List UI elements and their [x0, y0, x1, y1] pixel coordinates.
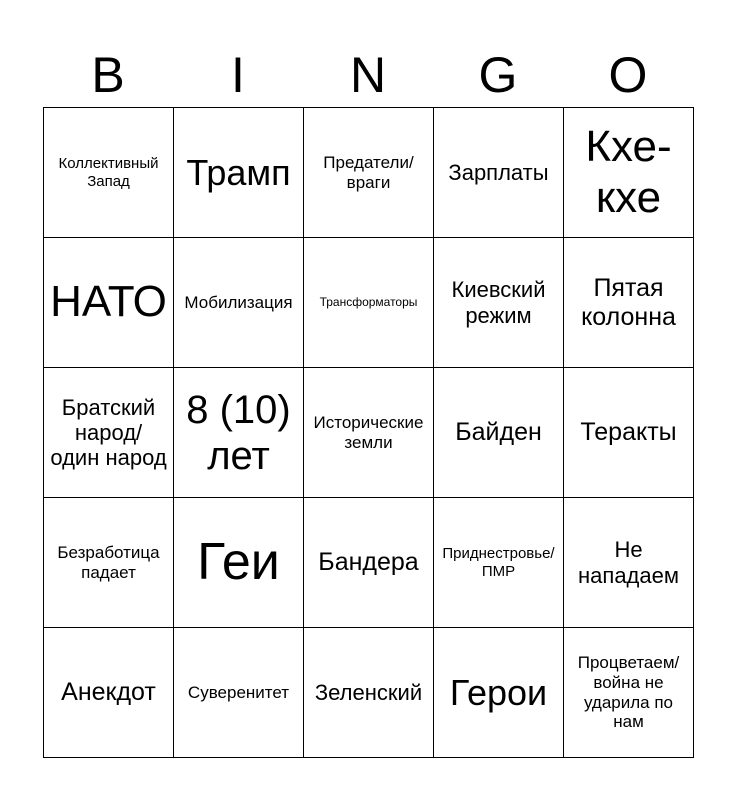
bingo-cell[interactable]: 8 (10) лет — [174, 368, 304, 498]
bingo-cell[interactable]: Байден — [434, 368, 564, 498]
bingo-cell[interactable]: НАТО — [44, 238, 174, 368]
bingo-cell[interactable]: Суверенитет — [174, 628, 304, 758]
header-letter-n: N — [349, 47, 387, 103]
bingo-cell[interactable]: Коллективный Запад — [44, 108, 174, 238]
board-row — [44, 238, 694, 368]
bingo-cell[interactable]: Анекдот — [44, 628, 174, 758]
bingo-board — [43, 107, 694, 758]
bingo-cell[interactable]: Братский народ/ один народ — [44, 368, 174, 498]
bingo-cell[interactable]: Киевский режим — [434, 238, 564, 368]
bingo-cell[interactable]: Не нападаем — [564, 498, 694, 628]
bingo-cell[interactable]: Приднестровье/ ПМР — [434, 498, 564, 628]
bingo-cell[interactable]: Мобилизация — [174, 238, 304, 368]
bingo-header — [43, 42, 693, 108]
header-letter-g: G — [478, 47, 518, 103]
bingo-cell[interactable]: Геи — [174, 498, 304, 628]
bingo-cell[interactable]: Трамп — [174, 108, 304, 238]
bingo-cell[interactable]: Трансформаторы — [304, 238, 434, 368]
bingo-cell[interactable]: Зеленский — [304, 628, 434, 758]
bingo-cell[interactable]: Процветаем/ война не ударила по нам — [564, 628, 694, 758]
bingo-cell[interactable]: Пятая колонна — [564, 238, 694, 368]
bingo-cell[interactable]: Зарплаты — [434, 108, 564, 238]
bingo-cell[interactable]: Бандера — [304, 498, 434, 628]
board-row — [44, 108, 694, 238]
bingo-cell[interactable]: Безработица падает — [44, 498, 174, 628]
bingo-cell[interactable]: Кхе-кхе — [564, 108, 694, 238]
bingo-cell[interactable]: Герои — [434, 628, 564, 758]
header-letter-b: B — [91, 47, 125, 103]
board-row — [44, 368, 694, 498]
board-row — [44, 498, 694, 628]
header-letter-i: I — [231, 47, 245, 103]
header-letter-o: O — [608, 47, 648, 103]
bingo-cell[interactable]: Предатели/ враги — [304, 108, 434, 238]
bingo-cell[interactable]: Исторические земли — [304, 368, 434, 498]
bingo-cell[interactable]: Теракты — [564, 368, 694, 498]
board-row — [44, 628, 694, 758]
